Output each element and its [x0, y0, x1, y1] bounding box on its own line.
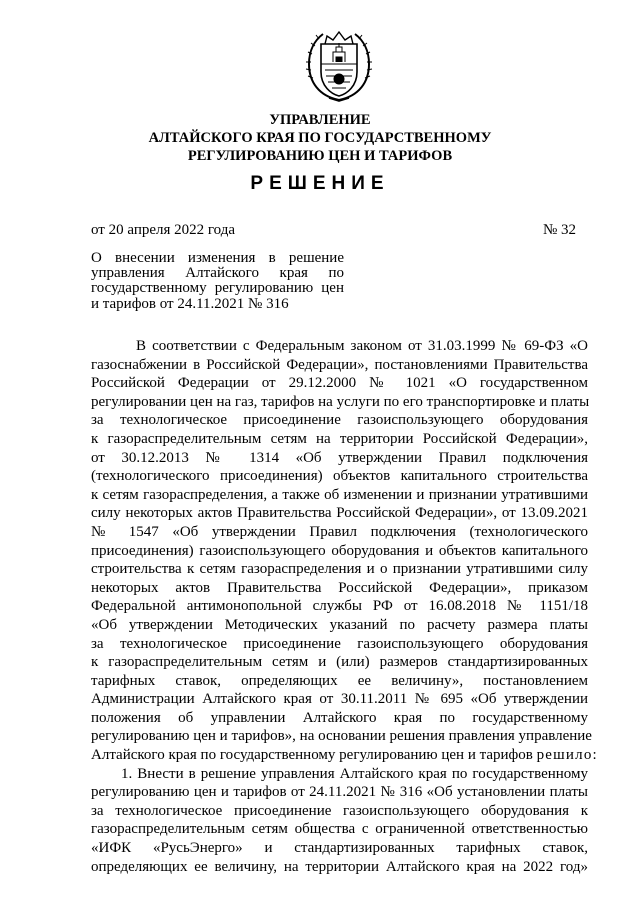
body-line: Российской Федерации от 29.12.2000 № 1021 «О государственном [91, 375, 588, 392]
body-line: тарифных ставок, определяющих ее величину», постановлением [91, 672, 588, 689]
body-line: № 1547 «Об утверждении Правил подключения (технологического [91, 523, 588, 540]
body-line: строительства к сетям газораспределения и о признании утратившими силу [91, 561, 588, 578]
item1-line: определяющих ее величину, на территории Алтайского края на 2022 год» [91, 858, 588, 875]
document-body [91, 337, 598, 876]
document-date: от 20 апреля 2022 года [91, 222, 236, 238]
body-line: газоснабжении в Российской Федерации», постановлениями Правительства [91, 356, 588, 373]
item1-line: газораспределительным сетям общества с ограниченной ответственностью [91, 821, 588, 838]
document-type-title: РЕШЕНИЕ [250, 173, 390, 194]
item1-line: за технологическое присоединение газоиспользующего оборудования к [91, 802, 588, 819]
org-line: УПРАВЛЕНИЕ [269, 112, 371, 128]
subject-line: О внесении изменения в решение [91, 250, 344, 266]
body-line: В соответствии с Федеральным законом от 31.03.1999 № 69-ФЗ «О [136, 338, 588, 354]
body-line: за технологическое присоединение газоиспользующего оборудования [91, 635, 588, 652]
body-line: регулированию цен и тарифов», на основании решения правления управление [91, 728, 592, 745]
body-line: положения об управлении Алтайского края по государственному [91, 709, 588, 726]
body-line: Администрации Алтайского края от 30.11.2011 № 695 «Об утверждении [91, 691, 588, 708]
body-final-text: Алтайского края по государственному регулированию цен и тарифов [91, 747, 537, 764]
body-line: к сетям газораспределения, а также об изменении и признании утратившими [91, 486, 588, 503]
org-line: АЛТАЙСКОГО КРАЯ ПО ГОСУДАРСТВЕННОМУ [148, 130, 492, 146]
body-line: к газораспределительным сетям и (или) размеров стандартизированных [91, 654, 588, 671]
body-line: за технологическое присоединение газоиспользующего оборудования [91, 412, 588, 429]
body-line: (технологического присоединения) объектов капитального строительства [91, 468, 588, 485]
item1-line: 1. Внести в решение управления Алтайского края по государственному [121, 765, 588, 782]
item1-line: регулированию цен и тарифов от 24.11.2021 № 316 «Об установлении платы [91, 784, 588, 801]
body-line: Федеральной антимонопольной службы РФ от 16.08.2018 № 1151/18 [91, 598, 588, 615]
document-subject [91, 251, 344, 312]
item1-line: «ИФК «РусьЭнерго» и стандартизированных тарифных ставок, [91, 840, 588, 857]
altai-coat-of-arms-emblem [303, 24, 375, 104]
body-line: «Об утверждении Методических указаний по расчету размера платы [91, 616, 588, 633]
subject-line: и тарифов от 24.11.2021 № 316 [91, 295, 289, 312]
body-line: силу некоторых актов Правительства Российской Федерации», от 13.09.2021 [91, 505, 588, 522]
body-final-line [91, 746, 598, 765]
subject-line: управления Алтайского края по [91, 265, 344, 282]
body-line: регулировании цен на газ, тарифов на услуги по его транспортировке и платы [91, 393, 590, 410]
org-line: РЕГУЛИРОВАНИЮ ЦЕН И ТАРИФОВ [187, 148, 453, 164]
document-number: № 32 [542, 222, 576, 238]
body-line: присоединения) газоиспользующего оборудования и объектов капитального [91, 542, 588, 559]
body-line: некоторых актов Правительства Российской Федерации», приказом [91, 579, 588, 596]
organization-name [0, 111, 640, 165]
body-line: к газораспределительным сетям на территории Российской Федерации», [91, 430, 588, 447]
decision-word: решило: [536, 747, 598, 764]
subject-line: государственному регулированию цен [91, 280, 344, 297]
body-line: от 30.12.2013 № 1314 «Об утверждении Правил подключения [91, 449, 588, 466]
